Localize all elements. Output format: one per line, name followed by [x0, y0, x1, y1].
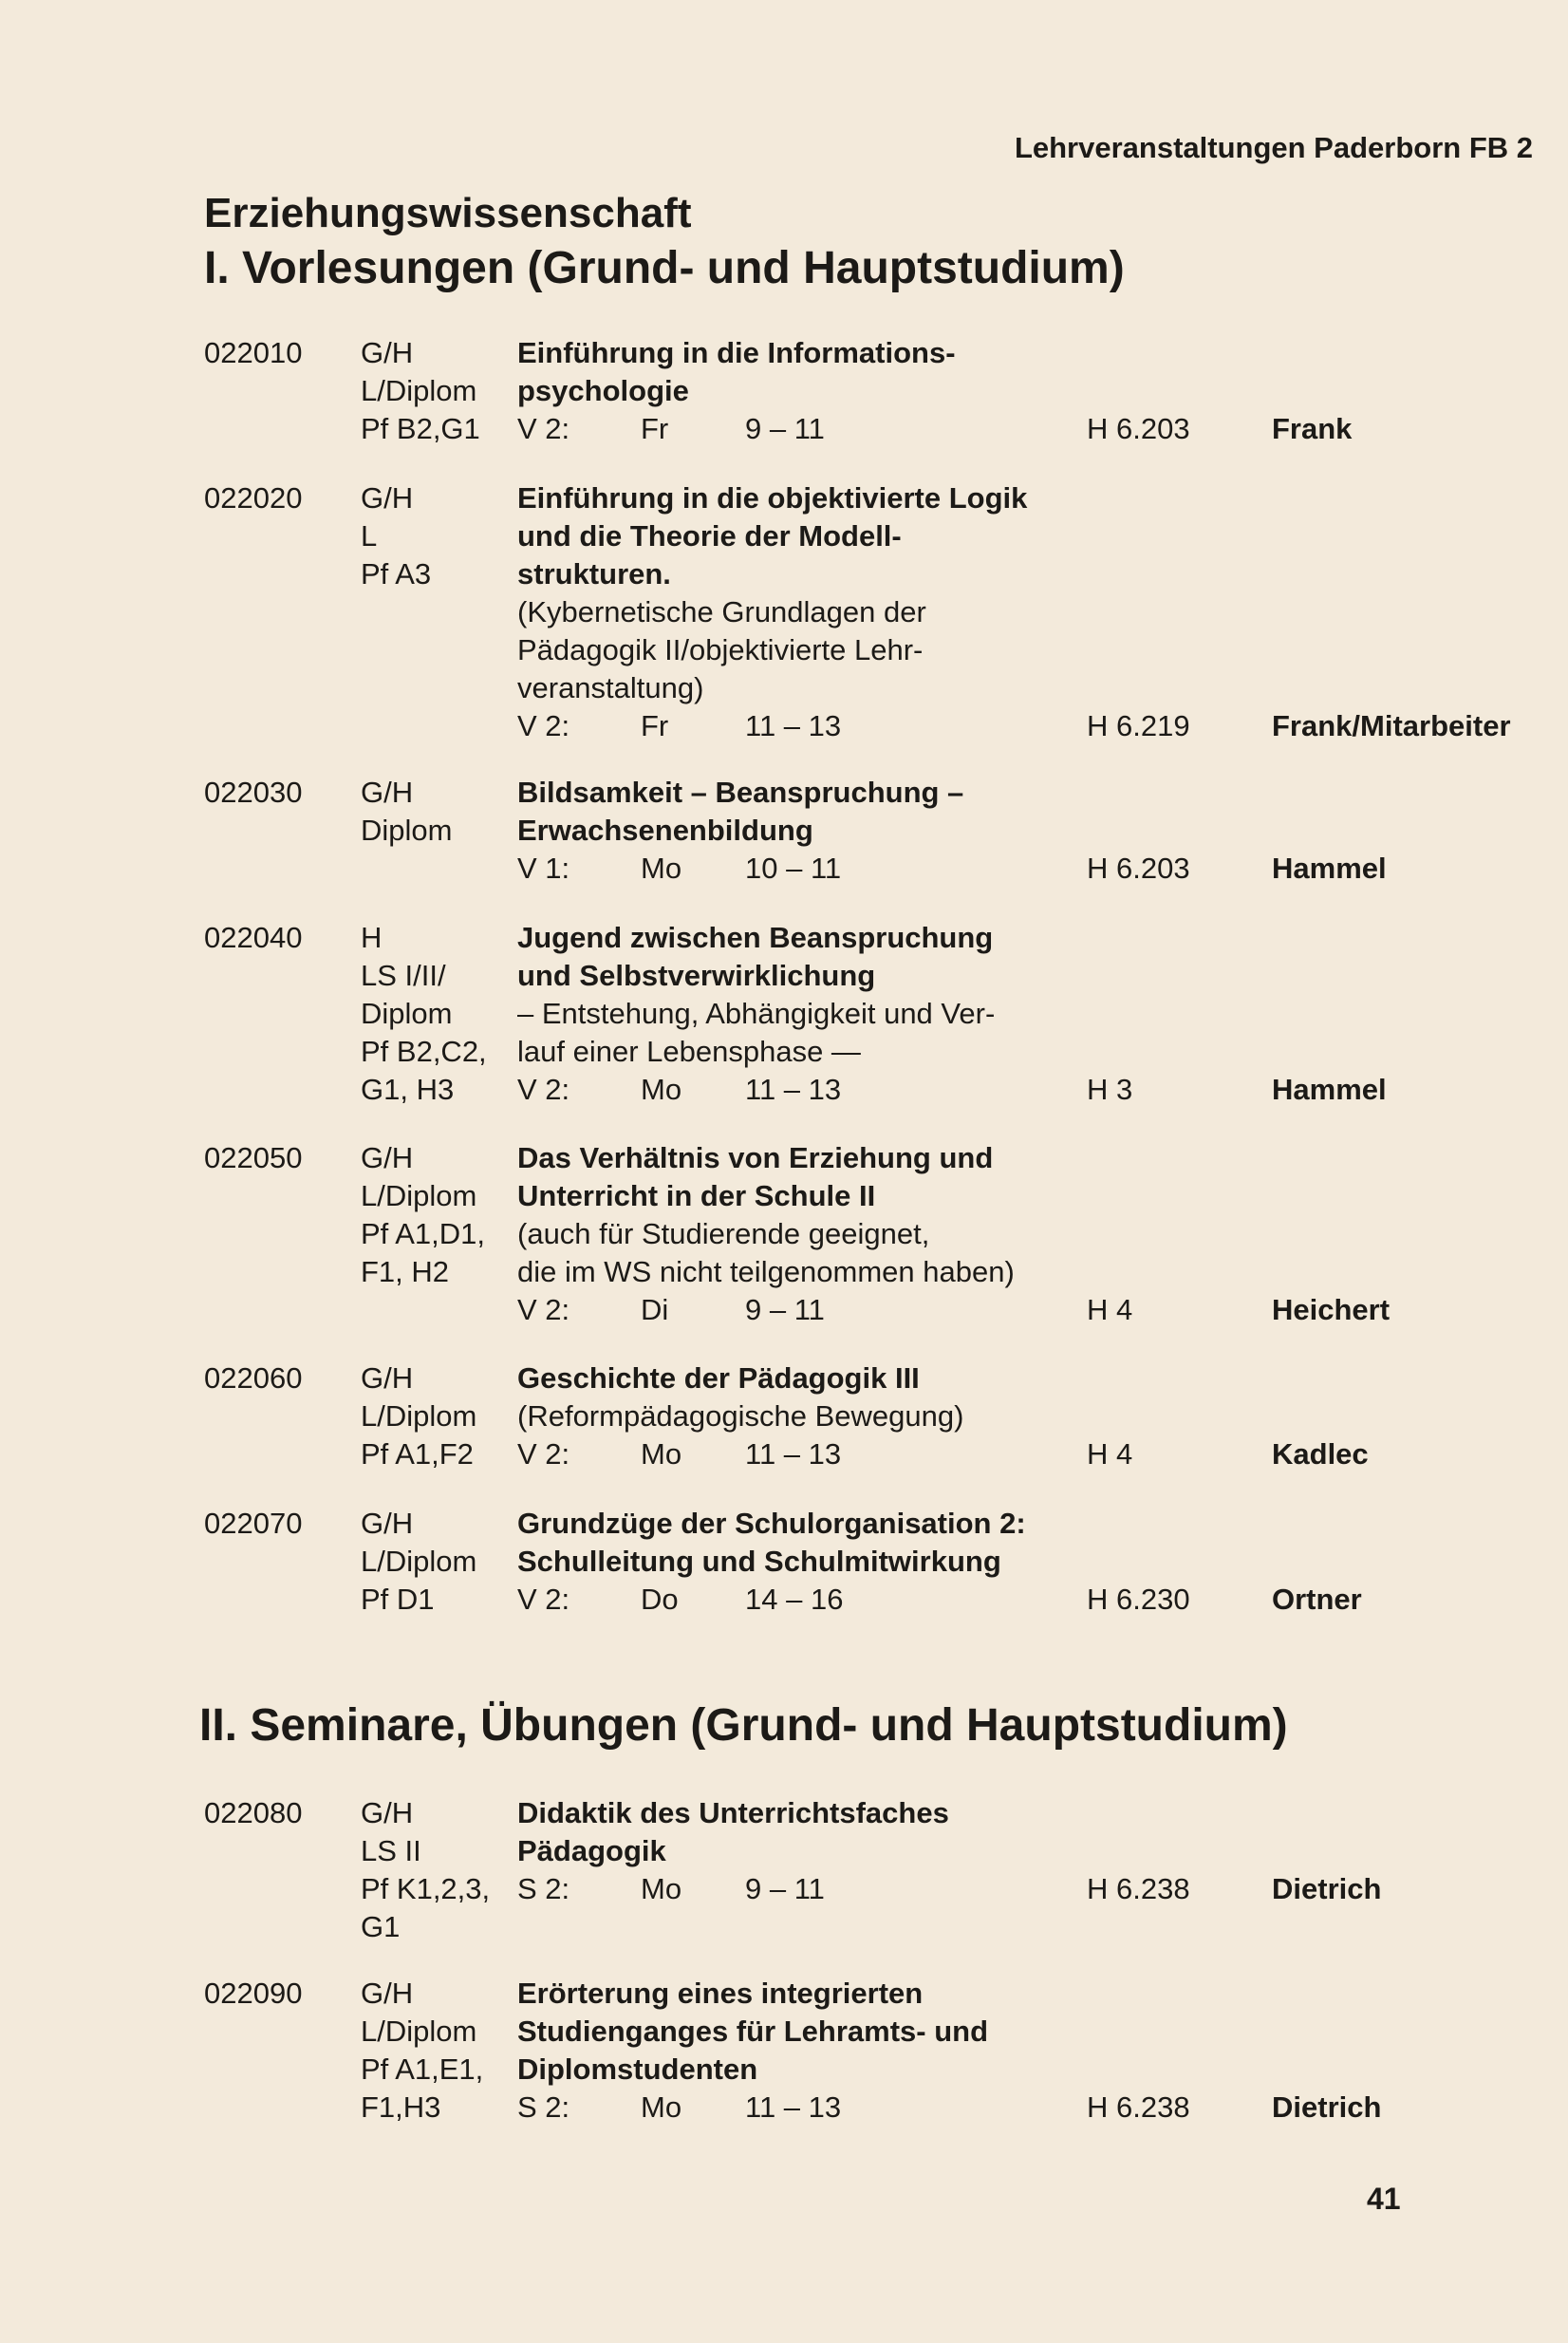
course-meta-line: H	[361, 921, 383, 954]
course-time: 9 – 11	[745, 1872, 825, 1905]
course-title-line: Das Verhältnis von Erziehung und	[517, 1141, 994, 1174]
course-lecturer: Heichert	[1272, 1293, 1391, 1326]
course-title-line: Jugend zwischen Beanspruchung	[517, 921, 994, 954]
course-meta-line: G/H	[361, 1361, 414, 1395]
course-time: 11 – 13	[745, 1073, 842, 1106]
course-description	[517, 774, 1387, 888]
course-title-line: Erörterung eines integrierten	[517, 1977, 924, 2010]
course-number: 022030	[204, 776, 303, 809]
course-room: H 4	[1087, 1437, 1133, 1471]
course-description	[517, 1505, 1362, 1619]
course-meta-line: F1, H2	[361, 1255, 450, 1288]
course-type: V 2:	[517, 1583, 570, 1616]
course-description	[517, 1975, 1382, 2127]
course-note-line: (Kybernetische Grundlagen der	[517, 595, 926, 628]
course-title-line: Pädagogik	[517, 1834, 666, 1867]
course-day: Di	[641, 1293, 669, 1326]
course-schedule	[517, 2089, 1382, 2127]
section-title-lectures: I. Vorlesungen (Grund- und Hauptstudium)	[204, 243, 1125, 293]
course-number: 022020	[204, 481, 303, 515]
course-day: Mo	[641, 1437, 682, 1471]
course-note-line: lauf einer Lebensphase —	[517, 1035, 861, 1068]
course-meta-line: LS II	[361, 1834, 421, 1867]
course-description	[517, 1359, 1369, 1473]
course-meta-line: L/Diplom	[361, 2015, 477, 2048]
course-day: Fr	[641, 709, 669, 742]
course-note-line: veranstaltung)	[517, 671, 704, 704]
course-meta	[361, 479, 522, 593]
course-lecturer: Dietrich	[1272, 2090, 1382, 2124]
course-number: 022090	[204, 1977, 303, 2010]
course-meta	[361, 1794, 522, 1946]
course-room: H 6.230	[1087, 1583, 1190, 1616]
course-schedule	[517, 410, 1353, 448]
course-note-line: (Reformpädagogische Bewegung)	[517, 1399, 964, 1433]
department-title: Erziehungswissenschaft	[204, 190, 692, 236]
course-type: V 2:	[517, 1073, 570, 1106]
course-note-line: Pädagogik II/objektivierte Lehr-	[517, 633, 924, 666]
course-note-line: die im WS nicht teilgenommen haben)	[517, 1255, 1015, 1288]
course-meta-line: Pf D1	[361, 1583, 435, 1616]
course-meta-line: Pf B2,C2,	[361, 1035, 487, 1068]
course-room: H 6.219	[1087, 709, 1190, 742]
course-day: Do	[641, 1583, 679, 1616]
course-meta	[361, 1359, 522, 1473]
course-meta-line: G/H	[361, 776, 414, 809]
course-description	[517, 334, 1353, 448]
course-day: Fr	[641, 412, 669, 445]
course-day: Mo	[641, 1073, 682, 1106]
course-note-line: (auch für Studierende geeignet,	[517, 1217, 930, 1250]
course-meta-line: Pf A1,F2	[361, 1437, 474, 1471]
course-number: 022080	[204, 1796, 303, 1829]
course-title-line: Diplomstudenten	[517, 2052, 758, 2086]
course-number: 022010	[204, 336, 303, 369]
course-day: Mo	[641, 852, 682, 885]
course-room: H 6.203	[1087, 852, 1190, 885]
course-room: H 6.203	[1087, 412, 1190, 445]
course-meta	[361, 1975, 522, 2127]
course-title-line: psychologie	[517, 374, 689, 407]
course-meta-line: G1	[361, 1910, 401, 1943]
course-time: 10 – 11	[745, 852, 842, 885]
course-lecturer: Frank	[1272, 412, 1353, 445]
course-room: H 4	[1087, 1293, 1133, 1326]
course-title-line: Geschichte der Pädagogik III	[517, 1361, 920, 1395]
course-meta-line: L/Diplom	[361, 1545, 477, 1578]
course-meta	[361, 334, 522, 448]
course-title-line: Schulleitung und Schulmitwirkung	[517, 1545, 1001, 1578]
course-meta	[361, 1139, 522, 1291]
course-title-line: und Selbstverwirklichung	[517, 959, 876, 992]
course-type: V 2:	[517, 709, 570, 742]
course-type: V 1:	[517, 852, 570, 885]
course-title-line: Erwachsenenbildung	[517, 814, 813, 847]
course-day: Mo	[641, 1872, 682, 1905]
course-lecturer: Hammel	[1272, 852, 1387, 885]
course-description	[517, 479, 1511, 745]
course-lecturer: Frank/Mitarbeiter	[1272, 709, 1511, 742]
course-time: 11 – 13	[745, 1437, 842, 1471]
course-meta-line: L	[361, 519, 378, 553]
course-schedule	[517, 707, 1511, 745]
course-schedule	[517, 850, 1387, 888]
course-meta-line: Diplom	[361, 997, 453, 1030]
course-schedule	[517, 1071, 1387, 1109]
course-meta-line: Pf A1,E1,	[361, 2052, 484, 2086]
course-type: V 2:	[517, 412, 570, 445]
course-room: H 3	[1087, 1073, 1133, 1106]
course-time: 11 – 13	[745, 2090, 842, 2124]
course-meta-line: G/H	[361, 336, 414, 369]
course-type: V 2:	[517, 1293, 570, 1326]
course-title-line: Grundzüge der Schulorganisation 2:	[517, 1507, 1026, 1540]
course-schedule	[517, 1435, 1369, 1473]
section-title-seminars: II. Seminare, Übungen (Grund- und Hauptstudium)	[199, 1700, 1288, 1751]
course-schedule	[517, 1291, 1391, 1329]
course-title-line: Einführung in die objektivierte Logik	[517, 481, 1028, 515]
course-number: 022050	[204, 1141, 303, 1174]
course-time: 11 – 13	[745, 709, 842, 742]
course-note-line: – Entstehung, Abhängigkeit und Ver-	[517, 997, 996, 1030]
course-meta-line: G/H	[361, 1796, 414, 1829]
course-meta-line: G/H	[361, 481, 414, 515]
course-description	[517, 1794, 1382, 1908]
course-description	[517, 919, 1387, 1109]
course-day: Mo	[641, 2090, 682, 2124]
course-number: 022060	[204, 1361, 303, 1395]
course-title-line: Einführung in die Informations-	[517, 336, 956, 369]
course-meta	[361, 774, 522, 850]
course-meta-line: L/Diplom	[361, 1399, 477, 1433]
course-title-line: Didaktik des Unterrichtsfaches	[517, 1796, 949, 1829]
course-meta-line: G/H	[361, 1507, 414, 1540]
course-meta-line: L/Diplom	[361, 1179, 477, 1212]
course-meta-line: F1,H3	[361, 2090, 441, 2124]
course-meta-line: L/Diplom	[361, 374, 477, 407]
course-meta-line: G/H	[361, 1141, 414, 1174]
course-meta	[361, 919, 522, 1109]
course-meta-line: Pf A3	[361, 557, 432, 590]
course-meta-line: LS I/II/	[361, 959, 446, 992]
course-type: S 2:	[517, 2090, 570, 2124]
course-room: H 6.238	[1087, 2090, 1190, 2124]
course-title-line: Bildsamkeit – Beanspruchung –	[517, 776, 964, 809]
course-schedule	[517, 1581, 1362, 1619]
course-lecturer: Hammel	[1272, 1073, 1387, 1106]
page-number: 41	[1367, 2182, 1401, 2216]
course-meta-line: G/H	[361, 1977, 414, 2010]
course-meta	[361, 1505, 522, 1619]
course-description	[517, 1139, 1391, 1329]
course-title-line: strukturen.	[517, 557, 671, 590]
course-title-line: und die Theorie der Modell-	[517, 519, 902, 553]
course-meta-line: Pf B2,G1	[361, 412, 480, 445]
running-head: Lehrveranstaltungen Paderborn FB 2	[1014, 131, 1533, 164]
course-lecturer: Kadlec	[1272, 1437, 1369, 1471]
course-meta-line: Pf K1,2,3,	[361, 1872, 491, 1905]
course-lecturer: Dietrich	[1272, 1872, 1382, 1905]
course-meta-line: Diplom	[361, 814, 453, 847]
course-title-line: Studienganges für Lehramts- und	[517, 2015, 989, 2048]
course-time: 9 – 11	[745, 412, 825, 445]
course-lecturer: Ortner	[1272, 1583, 1362, 1616]
course-time: 14 – 16	[745, 1583, 844, 1616]
course-number: 022040	[204, 921, 303, 954]
course-schedule	[517, 1870, 1382, 1908]
course-room: H 6.238	[1087, 1872, 1190, 1905]
course-time: 9 – 11	[745, 1293, 825, 1326]
course-title-line: Unterricht in der Schule II	[517, 1179, 876, 1212]
course-type: S 2:	[517, 1872, 570, 1905]
course-meta-line: G1, H3	[361, 1073, 455, 1106]
course-meta-line: Pf A1,D1,	[361, 1217, 485, 1250]
course-type: V 2:	[517, 1437, 570, 1471]
course-number: 022070	[204, 1507, 303, 1540]
